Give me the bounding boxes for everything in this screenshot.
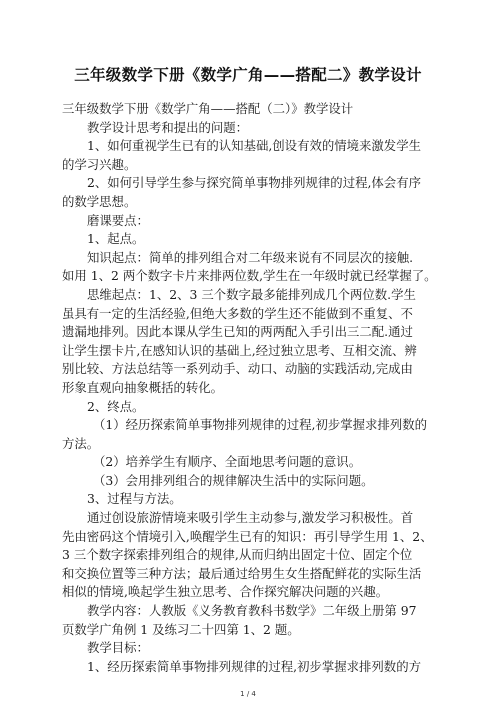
text-line: 1、经历探索简单事物排列规律的过程,初步掌握求排列数的方 (87, 658, 421, 674)
text-line: 虽具有一定的生活经验,但绝大多数的学生还不能做到不重复、不 (62, 305, 413, 321)
text-line: 知识起点：简单的排列组合对二年级来说有不同层次的接触. (87, 249, 414, 265)
text-line: 3、过程与方法。 (87, 491, 182, 507)
text-line: 三年级数学下册《数学广角——搭配（二）》教学设计 (62, 101, 354, 116)
text-line: 3 三个数字探索排列组合的规律,从而归纳出固定十位、固定个位 (62, 547, 413, 563)
text-line: （2）培养学生有顺序、全面地思考问题的意识。 (93, 454, 362, 470)
text-line: 让学生摆卡片,在感知认识的基础上,经过独立思考、互相交流、辨 (62, 342, 417, 358)
text-line: 形象直观向抽象概括的转化。 (62, 379, 224, 395)
text-line: 2、终点。 (87, 398, 145, 414)
text-line: 2、如何引导学生参与探究简单事物排列规律的过程,体会有序 (87, 175, 421, 191)
text-line: 1、如何重视学生已有的认知基础,创设有效的情境来激发学生 (87, 138, 421, 154)
text-line: 页数学广角例 1 及练习二十四第 1、2 题。 (62, 621, 300, 637)
text-line: 教学设计思考和提出的问题： (87, 119, 249, 135)
text-line: 如用 1、2 两个数字卡片来排两位数,学生在一年级时就已经掌握了。 (62, 268, 437, 284)
text-line: 先由密码这个情境引入,唤醒学生已有的知识：再引导学生用 1、2、 (62, 528, 433, 544)
text-line: 教学内容：人教版《义务教育教科书数学》二年级上册第 97 (87, 603, 417, 619)
text-line: 的数学思想。 (62, 193, 137, 209)
text-line: 思维起点：1、2、3 三个数字最多能排列成几个两位数.学生 (87, 286, 416, 302)
text-line: 和交换位置等三种方法；最后通过给男生女生搭配鲜花的实际生活 (62, 565, 422, 581)
text-line: 通过创设旅游情境来吸引学生主动参与,激发学习积极性。首 (87, 510, 414, 526)
text-line: 遗漏地排列。因此本课从学生已知的两两配入手引出三二配.通过 (62, 324, 413, 340)
text-line: （1）经历探索简单事物排列规律的过程,初步掌握求排列数的 (93, 417, 427, 433)
document-title: 三年级数学下册《数学广角——搭配二》教学设计 (74, 66, 422, 84)
text-line: 1、起点。 (87, 231, 145, 247)
document-body (62, 100, 446, 676)
text-line: 相似的情境,唤起学生独立思考、合作探究解决问题的兴趣。 (62, 584, 389, 600)
text-line: 磨课要点： (87, 212, 149, 228)
page-number: 1 / 4 (240, 690, 256, 698)
text-line: 别比较、方法总结等一系列动手、动口、动脑的实践活动,完成由 (62, 361, 413, 377)
text-line: 方法。 (62, 435, 100, 451)
text-line: 教学目标： (87, 640, 149, 656)
text-line: （3）会用排列组合的规律解决生活中的实际问题。 (93, 472, 374, 488)
text-line: 的学习兴趣。 (62, 156, 137, 172)
